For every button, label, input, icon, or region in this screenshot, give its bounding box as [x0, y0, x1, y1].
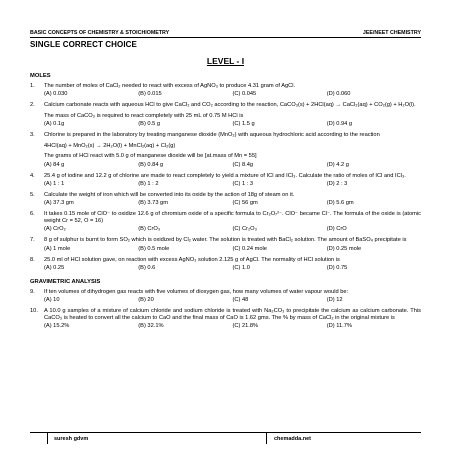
subhead-moles: MOLES: [30, 73, 51, 79]
option-c[interactable]: (C) 0.24 mole: [232, 245, 267, 252]
option-a[interactable]: (A) 1 mole: [44, 245, 71, 252]
option-a[interactable]: (A) 84 g: [44, 161, 65, 168]
option-c[interactable]: (C) 21.8%: [232, 323, 259, 330]
option-b[interactable]: (B) CrO₃: [138, 226, 161, 233]
option-b[interactable]: (B) 1 : 2: [138, 180, 159, 187]
question-text: It takes 0.15 mole of ClO⁻ to oxidize 12.6 g of chromium oxide of a specific formula to Cr₂O₇²⁻. ClO⁻ became Cl⁻. The formula of the oxide is (atomic weight Cr = 52, O = 16): [44, 210, 421, 225]
option-b[interactable]: (B) 3.73 gm: [138, 199, 168, 206]
question-text: If ten volumes of dihydrogen gas reacts with five volumes of dioxygen gas, how many volumes of water vapour would be:: [44, 288, 349, 295]
options-row: [44, 226, 421, 233]
options-row: [44, 265, 421, 272]
subhead-gravimetric: GRAVIMETRIC ANALYSIS: [30, 278, 101, 285]
question-text: The number of moles of CaCl₂ needed to react with excess of AgNO₃ to produce 4.31 gram of AgCl.: [44, 82, 296, 89]
question-number: 10.: [30, 307, 38, 314]
option-d[interactable]: (D) 0.25 mole: [326, 245, 362, 252]
question-10: [30, 308, 421, 331]
question-number: 9.: [30, 288, 35, 295]
option-b[interactable]: (B) 0.6: [138, 264, 156, 271]
question-4: [30, 173, 421, 188]
footer-divider: [266, 433, 267, 444]
option-d[interactable]: (D) CrO: [326, 226, 347, 233]
option-b[interactable]: (B) 0.84 g: [138, 161, 164, 168]
option-a[interactable]: (A) 10: [44, 296, 60, 303]
section-title: SINGLE CORRECT CHOICE: [30, 40, 137, 49]
question-text: Calculate the weight of iron which will be converted into its oxide by the action of 18g of steam on it.: [44, 191, 295, 198]
question-number: 4.: [30, 172, 35, 179]
option-d[interactable]: (D) 5.6 gm: [326, 199, 354, 206]
question-3: [30, 132, 421, 169]
question-1: [30, 83, 421, 98]
options-row: [44, 181, 421, 188]
option-d[interactable]: (D) 0.060: [326, 91, 351, 97]
page-header: [30, 30, 421, 36]
footer-author: suresh gdvm: [54, 436, 89, 442]
question-number: 1.: [30, 82, 35, 89]
option-a[interactable]: (A) 0.030: [44, 91, 68, 97]
question-text: 25.4 g of iodine and 12.2 g of chlorine are made to react completely to yield a mixture of ICl and ICl₃. Calculate the ratio of moles of ICl and ICl₃.: [44, 172, 406, 179]
question-number: 3.: [30, 131, 35, 138]
option-b[interactable]: (B) 0.5 mole: [138, 245, 170, 252]
question-8: [30, 257, 421, 272]
question-text: Chlorine is prepared in the laboratory by treating manganese dioxide (MnO₂) with aqueous hydrochloric acid according to the reaction: [44, 131, 380, 138]
option-d[interactable]: (D) 12: [326, 296, 343, 303]
question-7: [30, 237, 421, 252]
option-c[interactable]: (C) Cr₂O₃: [232, 226, 257, 233]
options-row: [44, 162, 421, 169]
option-d[interactable]: (D) 2 : 3: [326, 180, 348, 187]
option-c[interactable]: (C) 8.4g: [232, 161, 254, 168]
header-exam: JEE/NEET CHEMISTRY: [362, 30, 421, 36]
header-rule: [30, 37, 421, 38]
option-a[interactable]: (A) 0.1g: [44, 120, 65, 127]
question-text-part2: The grams of HCl react with 5.0 g of manganese dioxide will be [at.mass of Mn = 55]: [44, 153, 257, 160]
option-c[interactable]: (C) 1 : 3: [232, 180, 254, 187]
option-a[interactable]: (A) 37.3 gm: [44, 199, 74, 206]
question-text: A 10.0 g samples of a mixture of calcium chloride and sodium chloride is treated with Na₂CO₃ to precipitate the calcium as calcium carbonate. This CaCO₃ is heated to convert all the calcium to CaO and the final mass of CaO is 1.62 gms. The % by mass of CaCl₂ in the original mixture is: [44, 307, 421, 322]
level-heading: LEVEL - I: [206, 56, 245, 66]
options-row: [44, 246, 421, 253]
question-text-part2: The mass of CaCO₃ is required to react completely with 25 mL of 0.75 M HCl is: [44, 112, 244, 119]
footer-website: chemadda.net: [274, 436, 311, 442]
options-row: [44, 121, 421, 128]
question-6: [30, 211, 421, 234]
option-a[interactable]: (A) CrO₂: [44, 226, 66, 233]
question-number: 6.: [30, 210, 35, 217]
options-row: [44, 323, 421, 330]
option-a[interactable]: (A) 15.2%: [44, 323, 70, 330]
options-row: [44, 91, 421, 98]
option-c[interactable]: (C) 1.5 g: [232, 120, 255, 127]
option-a[interactable]: (A) 1 : 1: [44, 180, 65, 187]
options-row: [44, 297, 421, 304]
option-b[interactable]: (B) 0.5 g: [138, 120, 161, 127]
question-text: 25.0 ml of HCl solution gave, on reaction with excess AgNO₃ solution 2.125 g of AgCl. The normality of HCl solution is: [44, 256, 340, 263]
question-2: [30, 102, 421, 128]
question-number: 7.: [30, 237, 35, 244]
header-subject: BASIC CONCEPTS OF CHEMISTRY & STOICHIOMETRY: [30, 30, 170, 36]
footer-divider-left: [47, 433, 48, 444]
option-b[interactable]: (B) 32.1%: [138, 323, 164, 330]
question-number: 2.: [30, 102, 35, 108]
worksheet-page: [30, 30, 421, 443]
question-text: Calcium carbonate reacts with aqueous HCl to give CaCl₂ and CO₂ according to the reaction, CaCO₃(s) + 2HCl(aq) → CaCl₂(aq) + CO₂(g) + H₂O(l).: [44, 102, 416, 108]
option-d[interactable]: (D) 0.94 g: [326, 120, 353, 127]
option-a[interactable]: (A) 0.25: [44, 264, 65, 271]
option-c[interactable]: (C) 48: [232, 296, 249, 303]
question-number: 5.: [30, 191, 35, 198]
option-c[interactable]: (C) 1.0: [232, 264, 250, 271]
option-b[interactable]: (B) 0.015: [138, 91, 162, 97]
option-d[interactable]: (D) 0.75: [326, 264, 348, 271]
question-number: 8.: [30, 256, 35, 263]
question-5: [30, 192, 421, 207]
option-d[interactable]: (D) 4.2 g: [326, 161, 349, 168]
option-b[interactable]: (B) 20: [138, 296, 154, 303]
option-d[interactable]: (D) 11.7%: [326, 323, 352, 330]
reaction-equation: 4HCl(aq) + MnO₂(s) → 2H₂O(l) + MnCl₂(aq) + Cl₂(g): [44, 142, 176, 149]
question-text: 8 g of sulphur is burnt to form SO₂ which is oxidized by Cl₂ water. The solution is treated with BaCl₂ solution. The amount of BaSO₄ precipitate is: [44, 237, 407, 244]
option-c[interactable]: (C) 0.045: [232, 91, 257, 97]
question-9: [30, 289, 421, 304]
page-footer: [30, 432, 421, 442]
options-row: [44, 200, 421, 207]
option-c[interactable]: (C) 56 gm: [232, 199, 258, 206]
